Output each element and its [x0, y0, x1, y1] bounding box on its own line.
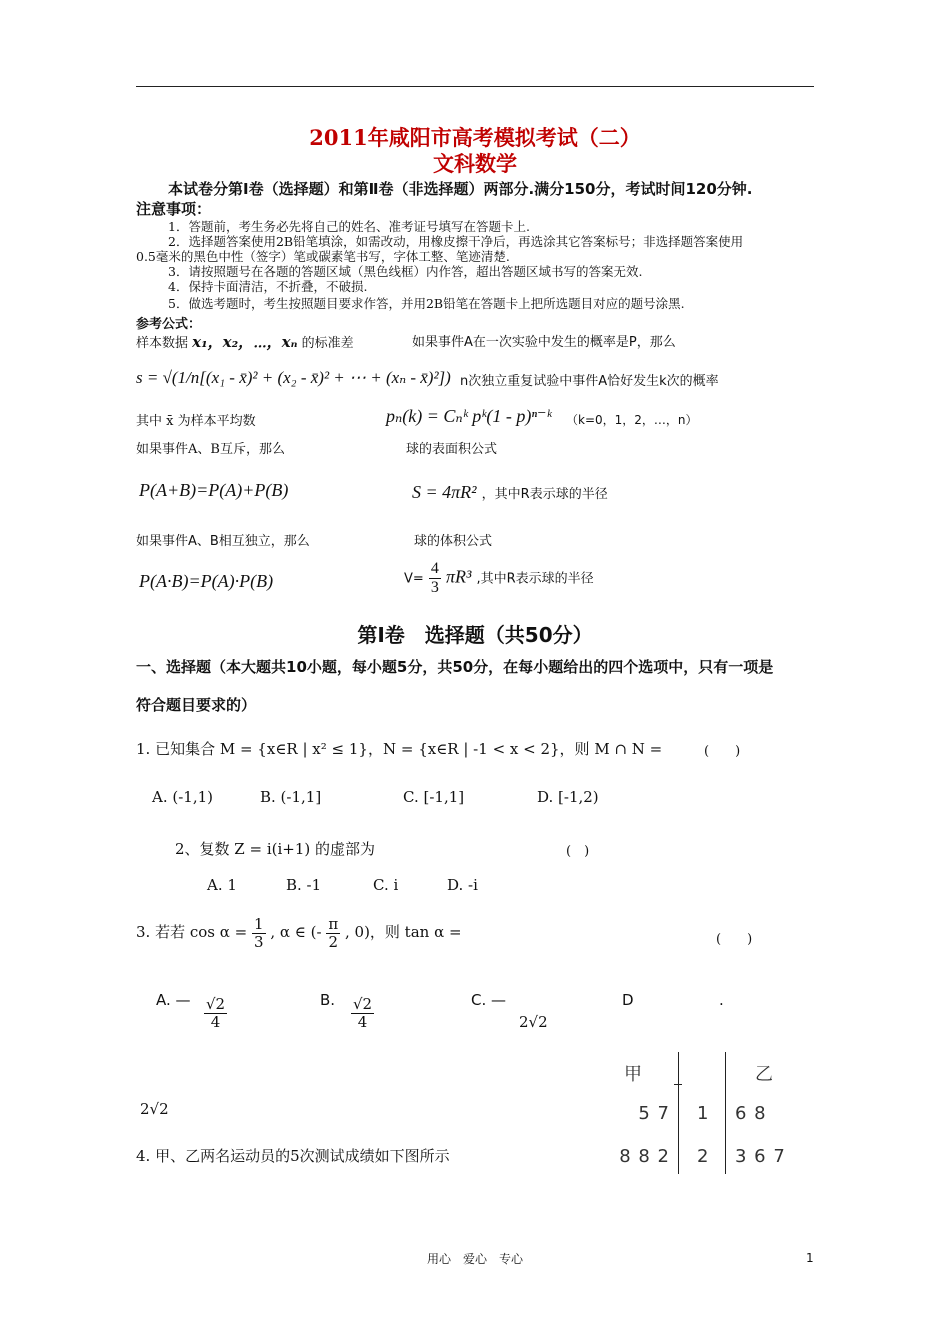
sphere-area-formula: S = 4πR² — [412, 482, 477, 502]
notes-heading: 注意事项： — [136, 200, 212, 218]
indep-formula: P(A·B)=P(A)·P(B) — [139, 571, 274, 591]
prob-intro: 如果事件A在一次实验中发生的概率是P，那么 — [412, 335, 676, 350]
q3-option-d-dot: . — [719, 991, 724, 1009]
q3-stem-mid: , α ∈ (- — [270, 923, 322, 941]
q3-option-a — [204, 996, 227, 1030]
q1-option-d: D. [-1,2) — [537, 788, 599, 806]
sphere-vol — [404, 560, 594, 596]
q1-option-b: B. (-1,1] — [260, 788, 322, 806]
sphere-vol-den: 3 — [430, 578, 439, 596]
std-intro — [136, 331, 354, 352]
q3-num-2: π — [328, 915, 339, 933]
q3-option-a-label: A. — — [156, 991, 191, 1009]
sphere-vol-tail: πR³ — [445, 566, 472, 587]
q3-option-b — [351, 996, 374, 1030]
sphere-vol-fraction — [429, 560, 441, 596]
stem-leaf-row-right: 6 8 — [735, 1103, 767, 1124]
section-instructions-2: 符合题目要求的） — [136, 696, 257, 714]
stem-leaf-tick — [674, 1084, 682, 1085]
header-rule — [136, 86, 814, 87]
q3-option-c-label: C. — — [471, 991, 507, 1009]
sphere-area-note: ，其中R表示球的半径 — [481, 487, 608, 502]
q1-option-a: A. (-1,1) — [152, 788, 213, 806]
sphere-area — [412, 482, 608, 503]
exam-summary: 本试卷分第Ⅰ卷（选择题）和第Ⅱ卷（非选择题）两部分.满分150分，考试时间120分钟. — [168, 180, 753, 198]
note-item: 0.5毫米的黑色中性（签字）笔或碳素笔书写，字体工整、笔迹清楚. — [136, 249, 510, 264]
q3-option-a-fraction — [204, 996, 227, 1030]
sphere-vol-num: 4 — [430, 560, 439, 577]
q3-option-a-den: 4 — [210, 1012, 221, 1031]
sphere-area-intro: 球的表面积公式 — [406, 442, 498, 457]
section-instructions-1: 一、选择题（本大题共10小题，每小题5分，共50分，在每小题给出的四个选项中，只有一项是 — [136, 658, 774, 676]
sphere-vol-note: ,其中R表示球的半径 — [476, 571, 594, 587]
mean-note: 其中 x̄ 为样本平均数 — [136, 414, 256, 429]
note-item: 5．做选考题时，考生按照题目要求作答，并用2B铅笔在答题卡上把所选题目对应的题号涂黑. — [168, 296, 685, 311]
std-vars: x₁，x₂，⋯，xₙ — [192, 333, 298, 351]
q3-num-1: 1 — [254, 915, 264, 933]
q2-option-b: B. -1 — [286, 876, 322, 894]
q3-stem-post: , 0)，则 tan α = — [344, 923, 462, 941]
std-tail: 的标准差 — [301, 336, 354, 351]
q3-fraction-1 — [252, 916, 266, 950]
stem-leaf-row-right: 3 6 7 — [735, 1146, 786, 1167]
q3-option-c-value: 2√2 — [519, 1013, 548, 1031]
exam-subtitle: 文科数学 — [433, 151, 517, 176]
q3-den-1: 3 — [254, 932, 264, 951]
stem-leaf-row-left: 8 8 2 — [619, 1146, 670, 1167]
q3-den-2: 2 — [328, 932, 339, 951]
stem-leaf-right-header: 乙 — [755, 1064, 774, 1085]
q4-stem: 4. 甲、乙两名运动员的5次测试成绩如下图所示 — [136, 1147, 450, 1165]
q3-stem-pre: 3. 若若 cos α = — [136, 923, 248, 941]
q1-stem: 1. 已知集合 M = {x∈R | x² ≤ 1}，N = {x∈R | -1 < x < 2}，则 M ∩ N = — [136, 740, 663, 758]
note-item: 4．保持卡面清洁，不折叠，不破损. — [168, 279, 368, 294]
page-number: 1 — [806, 1251, 814, 1265]
q3-option-b-num: √2 — [353, 995, 373, 1013]
stem-leaf-left-header: 甲 — [624, 1064, 643, 1085]
q2-option-c: C. i — [373, 876, 399, 894]
stem-leaf-right-divider — [725, 1052, 726, 1174]
q3-option-b-den: 4 — [357, 1012, 368, 1031]
std-intro-text: 样本数据 — [136, 336, 189, 351]
note-item: 1．答题前，考生务必先将自己的姓名、准考证号填写在答题卡上. — [168, 219, 530, 234]
std-formula: s = √(1/n[(x₁ - x̄)² + (x₂ - x̄)² + ⋯ + (xₙ - x̄)²]) — [136, 368, 451, 387]
q2-paren: ( ) — [566, 844, 590, 859]
q3-option-d-label: D — [622, 991, 634, 1009]
q2-option-d: D. -i — [447, 876, 478, 894]
q3-option-b-fraction — [351, 996, 374, 1030]
binomial-range: （k=0，1，2，…，n） — [566, 413, 698, 427]
q3-fraction-2 — [326, 916, 340, 950]
mutex-formula: P(A+B)=P(A)+P(B) — [139, 480, 289, 500]
q1-option-c: C. [-1,1] — [403, 788, 465, 806]
q2-option-a: A. 1 — [207, 876, 237, 894]
q1-paren: ( ) — [704, 744, 741, 759]
indep-intro: 如果事件A、B相互独立，那么 — [136, 534, 310, 549]
stem-leaf-row-stem: 1 — [697, 1103, 710, 1124]
sphere-vol-intro: 球的体积公式 — [414, 534, 493, 549]
note-item: 2．选择题答案使用2B铅笔填涂，如需改动，用橡皮擦干净后，再选涂其它答案标号；非选择题答案使用 — [168, 234, 744, 249]
stem-leaf-left-divider — [678, 1052, 679, 1174]
formula-heading: 参考公式： — [136, 317, 202, 332]
q2-stem: 2、复数 Z = i(i+1) 的虚部为 — [175, 840, 376, 858]
stem-leaf-row-left: 5 7 — [638, 1103, 670, 1124]
section-title: 第Ⅰ卷 选择题（共50分） — [357, 623, 593, 647]
q3-stem — [136, 916, 462, 950]
exam-title: 2011年咸阳市高考模拟考试（二） — [309, 125, 641, 150]
binomial-formula: pₙ(k) = Cₙᵏ pᵏ(1 - p)ⁿ⁻ᵏ — [386, 406, 552, 426]
q3-option-b-label: B. — [320, 991, 336, 1009]
binomial-intro: n次独立重复试验中事件A恰好发生k次的概率 — [460, 374, 719, 389]
q3-option-d-value: 2√2 — [140, 1100, 169, 1118]
q3-option-a-num: √2 — [206, 995, 226, 1013]
note-item: 3．请按照题号在各题的答题区域（黑色线框）内作答，超出答题区域书写的答案无效. — [168, 264, 643, 279]
footer-motto: 用心 爱心 专心 — [426, 1252, 523, 1266]
mutex-intro: 如果事件A、B互斥，那么 — [136, 442, 285, 457]
q3-paren: ( ) — [716, 932, 753, 947]
stem-leaf-row-stem: 2 — [697, 1146, 710, 1167]
sphere-vol-prefix: V= — [404, 571, 424, 587]
